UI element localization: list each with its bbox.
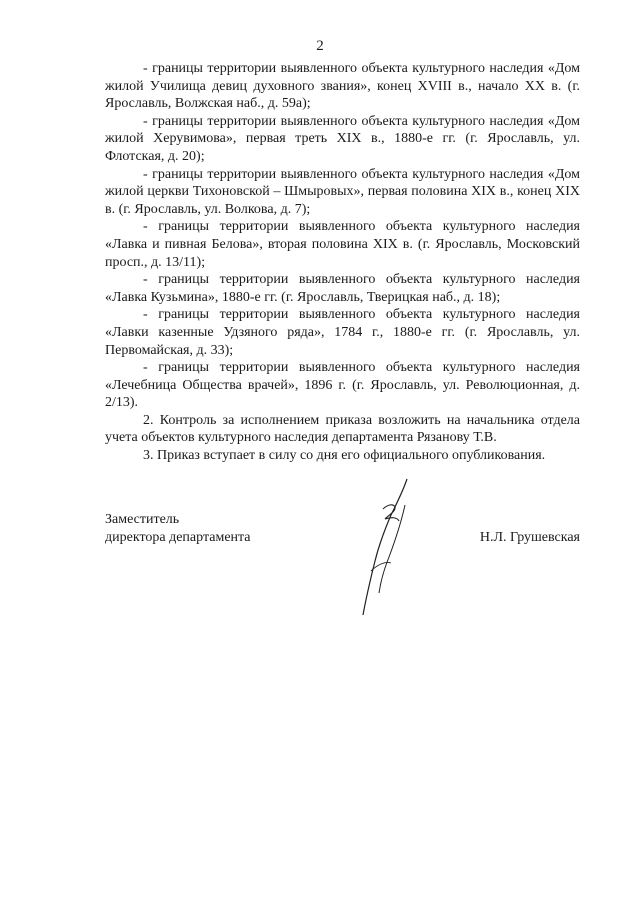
signer-title-line1: Заместитель — [105, 512, 180, 527]
signature-block — [105, 511, 580, 621]
paragraph: - границы территории выявленного объекта культурного наследия «Лечебница Общества врачей», 1896 г. (г. Ярославль, ул. Революционная, д. 2/13). — [105, 360, 580, 411]
signer-title-line2: директора департамента — [105, 530, 251, 545]
paragraph: 3. Приказ вступает в силу со дня его официального опубликования. — [143, 448, 546, 464]
page-number: 2 — [316, 38, 324, 54]
signer-name: Н.Л. Грушевская — [479, 530, 580, 545]
paragraph: - границы территории выявленного объекта культурного наследия «Дом жилой Училища девиц духовного звания», конец XVIII в., начало XX в. (г. Ярославль, Волжская наб., д. 59а); — [105, 61, 580, 112]
signer-title — [105, 511, 251, 547]
paragraph: - границы территории выявленного объекта культурного наследия «Дом жилой Херувимова», первая треть XIX в., 1880-е гг. (г. Ярославль, ул. Флотская, д. 20); — [105, 113, 580, 164]
handwritten-signature — [345, 475, 425, 625]
paragraph: - границы территории выявленного объекта культурного наследия «Дом жилой церкви Тихоновской – Шмыровых», первая половина XIX в., конец XIX в. (г. Ярославль, ул. Волкова, д. 7); — [105, 166, 580, 217]
paragraph: - границы территории выявленного объекта культурного наследия «Лавка Кузьмина», 1880-е гг. (г. Ярославль, Тверицкая наб., д. 18); — [105, 272, 580, 305]
paragraph: - границы территории выявленного объекта культурного наследия «Лавки казенные Удзяного ряда», 1784 г., 1880-е гг. (г. Ярославль, ул. Первомайская, д. 33); — [105, 307, 580, 358]
document-body — [105, 60, 580, 465]
paragraph: 2. Контроль за исполнением приказа возложить на начальника отдела учета объектов культурного наследия департамента Рязанову Т.В. — [105, 412, 580, 446]
paragraph: - границы территории выявленного объекта культурного наследия «Лавка и пивная Белова», вторая половина XIX в. (г. Ярославль, Московский просп., д. 13/11); — [105, 219, 580, 270]
